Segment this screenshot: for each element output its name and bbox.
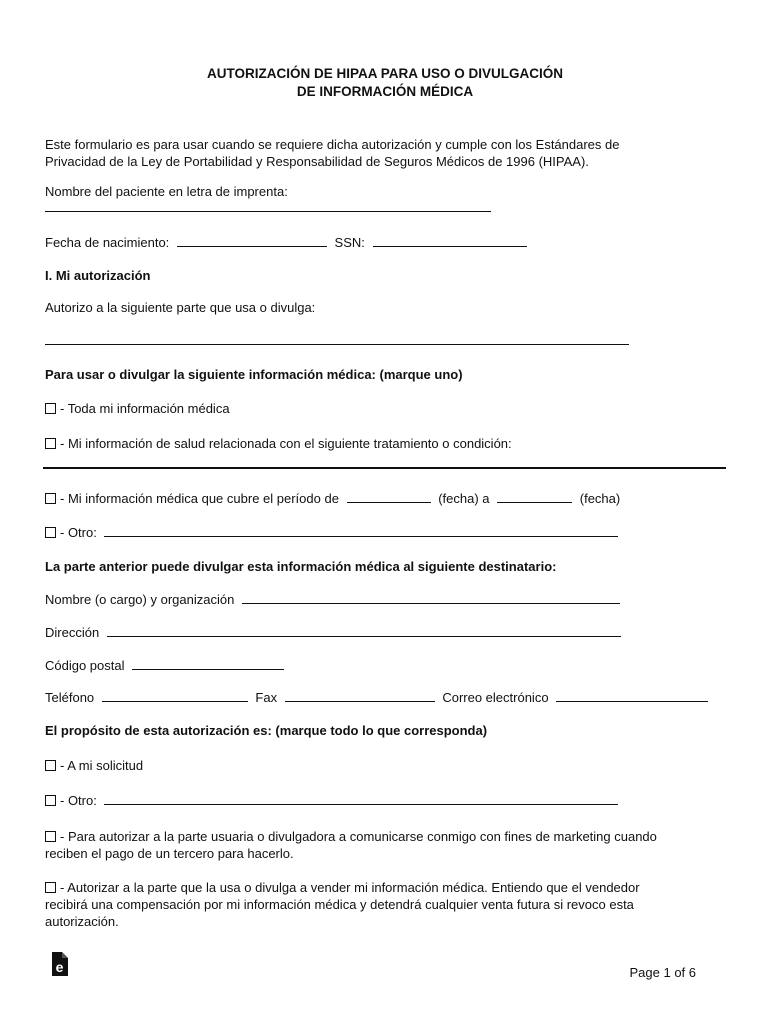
opt-other-purpose-checkbox[interactable]: [45, 795, 56, 806]
page-number: Page 1 of 6: [629, 965, 696, 980]
recipient-name-row: [45, 591, 620, 608]
other-info-field[interactable]: [104, 524, 618, 537]
opt-period-label: - Mi información médica que cubre el período de: [60, 491, 339, 506]
opt-other-info-label: - Otro:: [60, 525, 97, 540]
opt-sell-line-1: - Autorizar a la parte que la usa o divulga a vender mi información médica. Entiendo que el vendedor: [60, 880, 640, 895]
recipient-email-label: Correo electrónico: [442, 690, 549, 705]
authorize-row: [45, 332, 629, 349]
recipient-zip-row: [45, 657, 284, 674]
opt-condition: [45, 435, 512, 452]
opt-sell-line-2: recibirá una compensación por mi información médica y detendrá cualquier venta futura si revoco esta: [45, 897, 634, 912]
period-fecha-2: (fecha): [579, 491, 621, 506]
dob-field[interactable]: [177, 234, 327, 247]
opt-request-label: - A mi solicitud: [60, 758, 144, 773]
opt-sell: [45, 879, 725, 930]
info-heading: Para usar o divulgar la siguiente información médica: (marque uno): [45, 367, 463, 382]
recipient-email-field[interactable]: [556, 689, 708, 702]
section-1-heading: I. Mi autorización: [45, 268, 151, 283]
dob-ssn-row: [45, 234, 527, 251]
opt-all-info: [45, 400, 230, 417]
opt-request-checkbox[interactable]: [45, 760, 56, 771]
recipient-name-field[interactable]: [242, 591, 620, 604]
opt-condition-checkbox[interactable]: [45, 438, 56, 449]
opt-all-label: - Toda mi información médica: [60, 401, 230, 416]
intro-paragraph: [45, 136, 725, 170]
period-fecha-1: (fecha) a: [438, 491, 490, 506]
recipient-contact-row: [45, 689, 708, 706]
recipient-phone-label: Teléfono: [45, 690, 95, 705]
opt-marketing-line-1: - Para autorizar a la parte usuaria o divulgadora a comunicarse conmigo con fines de marketing cuando: [60, 829, 657, 844]
title-line-2: DE INFORMACIÓN MÉDICA: [296, 84, 474, 99]
recipient-heading: La parte anterior puede divulgar esta información médica al siguiente destinatario:: [45, 559, 557, 574]
opt-sell-line-3: autorización.: [45, 914, 119, 929]
patient-name-label: Nombre del paciente en letra de imprenta:: [45, 184, 288, 199]
patient-name-field[interactable]: [45, 199, 491, 212]
opt-marketing: [45, 828, 725, 862]
opt-other-purpose: [45, 792, 618, 809]
svg-text:e: e: [55, 959, 64, 975]
opt-marketing-checkbox[interactable]: [45, 831, 56, 842]
purpose-heading: El propósito de esta autorización es: (marque todo lo que corresponda): [45, 723, 488, 738]
opt-marketing-line-2: reciben el pago de un tercero para hacerlo.: [45, 846, 294, 861]
recipient-address-label: Dirección: [45, 625, 100, 640]
condition-field-line[interactable]: [43, 467, 726, 469]
opt-period: [45, 490, 620, 507]
opt-all-checkbox[interactable]: [45, 403, 56, 414]
eforms-logo-icon: [50, 952, 68, 976]
ssn-label: SSN:: [334, 235, 365, 250]
opt-period-checkbox[interactable]: [45, 493, 56, 504]
patient-name-row: [45, 199, 491, 216]
authorize-label: Autorizo a la siguiente parte que usa o divulga:: [45, 300, 316, 315]
title-line-1: AUTORIZACIÓN DE HIPAA PARA USO O DIVULGACIÓN: [206, 66, 563, 81]
other-purpose-field[interactable]: [104, 792, 618, 805]
intro-line-2: Privacidad de la Ley de Portabilidad y Responsabilidad de Seguros Médicos de 1996 (HIPAA).: [45, 154, 589, 169]
recipient-address-row: [45, 624, 621, 641]
document-title: [0, 65, 770, 101]
recipient-zip-label: Código postal: [45, 658, 125, 673]
recipient-zip-field[interactable]: [132, 657, 284, 670]
opt-sell-checkbox[interactable]: [45, 882, 56, 893]
period-start-field[interactable]: [347, 490, 431, 503]
opt-request: [45, 757, 143, 774]
opt-condition-label: - Mi información de salud relacionada con el siguiente tratamiento o condición:: [60, 436, 512, 451]
dob-label: Fecha de nacimiento:: [45, 235, 170, 250]
recipient-fax-label: Fax: [255, 690, 278, 705]
opt-other-purpose-label: - Otro:: [60, 793, 97, 808]
recipient-fax-field[interactable]: [285, 689, 435, 702]
recipient-name-label: Nombre (o cargo) y organización: [45, 592, 235, 607]
recipient-phone-field[interactable]: [102, 689, 248, 702]
recipient-address-field[interactable]: [107, 624, 621, 637]
authorized-party-field[interactable]: [45, 332, 629, 345]
intro-line-1: Este formulario es para usar cuando se requiere dicha autorización y cumple con los Estándares de: [45, 137, 620, 152]
opt-other-info-checkbox[interactable]: [45, 527, 56, 538]
period-end-field[interactable]: [497, 490, 572, 503]
opt-other-info: [45, 524, 618, 541]
ssn-field[interactable]: [373, 234, 527, 247]
